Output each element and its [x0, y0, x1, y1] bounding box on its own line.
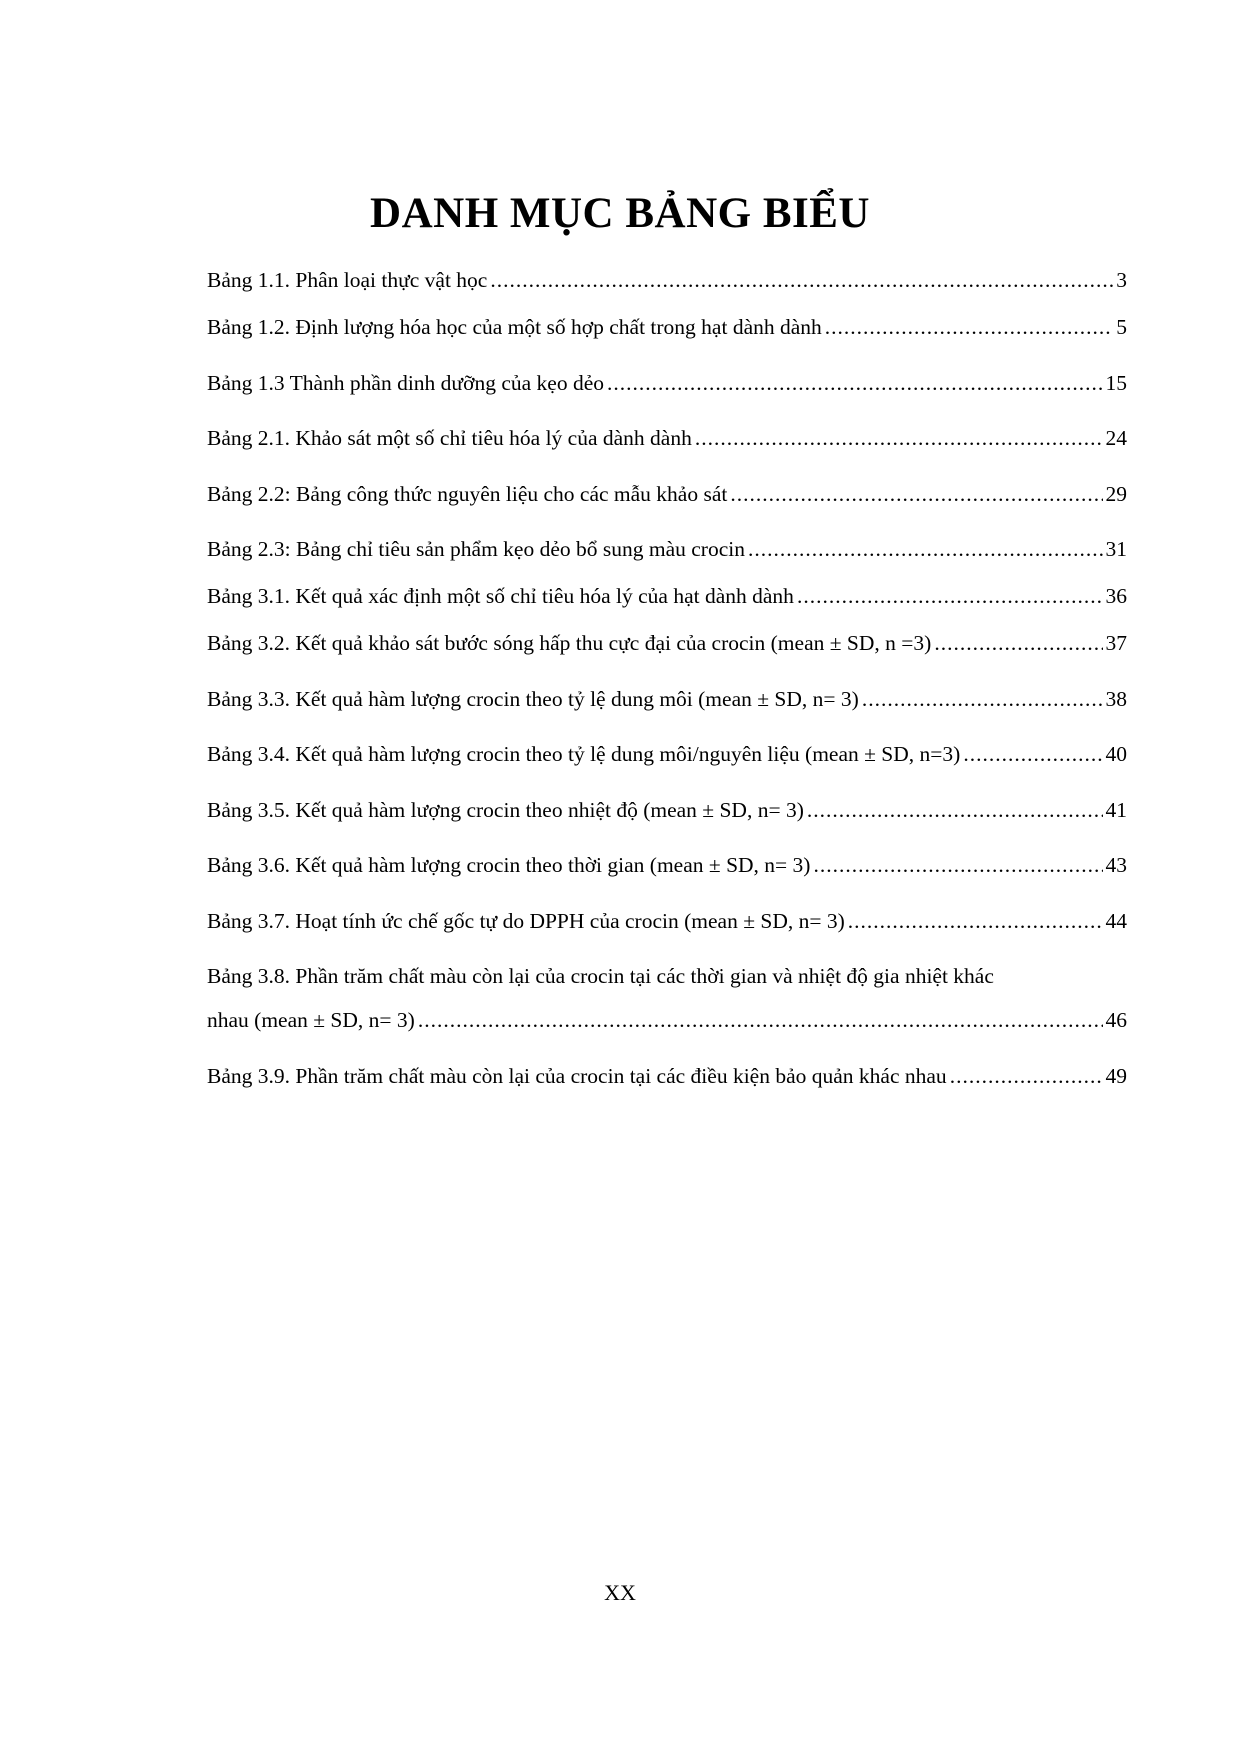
- toc-entry-page: 44: [1105, 908, 1127, 933]
- toc-entry-page: 37: [1105, 631, 1127, 655]
- toc-entry-text: Bảng 1.3 Thành phần dinh dưỡng của kẹo dẻo: [207, 370, 605, 395]
- dot-leader: [848, 899, 1103, 943]
- toc-entry-text: Bảng 3.5. Kết quả hàm lượng crocin theo nhiệt độ (mean ± SD, n= 3): [207, 797, 804, 822]
- toc-entry-text: Bảng 2.3: Bảng chỉ tiêu sản phẩm kẹo dẻo bổ sung màu crocin: [207, 537, 745, 561]
- toc-entry-text: Bảng 3.9. Phần trăm chất màu còn lại của crocin tại các điều kiện bảo quản khác nhau: [207, 1063, 947, 1088]
- toc-entry[interactable]: [207, 899, 1127, 943]
- toc-entry[interactable]: [207, 954, 1127, 1042]
- toc-entry-text: Bảng 2.2: Bảng công thức nguyên liệu cho các mẫu khảo sát: [207, 481, 728, 506]
- toc-entry-text: Bảng 3.7. Hoạt tính ức chế gốc tự do DPPH của crocin (mean ± SD, n= 3): [207, 908, 845, 933]
- toc-entry-page: 3: [1116, 268, 1127, 292]
- toc-entry-text-continued: nhau (mean ± SD, n= 3): [207, 1008, 415, 1032]
- toc-entry-page: 36: [1105, 584, 1127, 608]
- toc-entry-page: 46: [1105, 1008, 1127, 1032]
- dot-leader: [748, 527, 1103, 571]
- toc-entry-text: Bảng 3.8. Phần trăm chất màu còn lại của crocin tại các thời gian và nhiệt độ gia nhiệt khác: [207, 964, 994, 988]
- dot-leader: [418, 998, 1103, 1042]
- dot-leader: [797, 574, 1103, 618]
- toc-entry-text: Bảng 3.3. Kết quả hàm lượng crocin theo tỷ lệ dung môi (mean ± SD, n= 3): [207, 686, 859, 711]
- toc-entry-page: 43: [1105, 853, 1127, 877]
- toc-entry-text: Bảng 1.2. Định lượng hóa học của một số hợp chất trong hạt dành dành: [207, 315, 822, 339]
- toc-entry-page: 41: [1105, 797, 1127, 822]
- toc-entry[interactable]: [207, 732, 1127, 776]
- dot-leader: [963, 732, 1102, 776]
- dot-leader: [695, 416, 1103, 460]
- dot-leader: [950, 1054, 1103, 1098]
- toc-entry[interactable]: [207, 621, 1127, 665]
- toc-entry-text: Bảng 3.6. Kết quả hàm lượng crocin theo thời gian (mean ± SD, n= 3): [207, 853, 811, 877]
- toc-entry-text: Bảng 3.2. Kết quả khảo sát bước sóng hấp thu cực đại của crocin (mean ± SD, n =3): [207, 631, 932, 655]
- toc-entry[interactable]: [207, 527, 1127, 571]
- toc-entry-text: Bảng 2.1. Khảo sát một số chỉ tiêu hóa lý của dành dành: [207, 426, 692, 450]
- toc-entry-page: 15: [1105, 370, 1127, 395]
- dot-leader: [862, 677, 1103, 721]
- dot-leader: [807, 788, 1103, 832]
- dot-leader: [730, 472, 1102, 516]
- toc-entry[interactable]: [207, 843, 1127, 887]
- page-title: DANH MỤC BẢNG BIỂU: [370, 190, 870, 237]
- dot-leader: [490, 258, 1113, 302]
- dot-leader: [607, 361, 1102, 405]
- toc-entry-text: Bảng 3.4. Kết quả hàm lượng crocin theo tỷ lệ dung môi/nguyên liệu (mean ± SD, n=3): [207, 742, 961, 766]
- toc-entry-page: 31: [1105, 537, 1127, 561]
- toc-entry-page: 38: [1105, 686, 1127, 711]
- table-of-tables: [207, 258, 1127, 1109]
- toc-entry-page: 49: [1105, 1063, 1127, 1088]
- toc-entry-text: Bảng 1.1. Phân loại thực vật học: [207, 268, 488, 292]
- toc-entry-page: 5: [1116, 315, 1127, 339]
- toc-entry-text: Bảng 3.1. Kết quả xác định một số chỉ tiêu hóa lý của hạt dành dành: [207, 584, 794, 608]
- toc-entry[interactable]: [207, 1054, 1127, 1098]
- toc-entry[interactable]: [207, 472, 1127, 516]
- dot-leader: [825, 305, 1113, 349]
- dot-leader: [934, 621, 1102, 665]
- toc-entry[interactable]: [207, 788, 1127, 832]
- toc-entry[interactable]: [207, 416, 1127, 460]
- toc-entry-page: 29: [1105, 481, 1127, 506]
- page-number: XX: [604, 1580, 636, 1605]
- toc-entry[interactable]: [207, 574, 1127, 618]
- toc-entry[interactable]: [207, 361, 1127, 405]
- toc-entry[interactable]: [207, 258, 1127, 302]
- toc-entry-page: 24: [1105, 426, 1127, 450]
- toc-entry[interactable]: [207, 305, 1127, 349]
- dot-leader: [813, 843, 1102, 887]
- toc-entry-page: 40: [1105, 742, 1127, 766]
- toc-entry[interactable]: [207, 677, 1127, 721]
